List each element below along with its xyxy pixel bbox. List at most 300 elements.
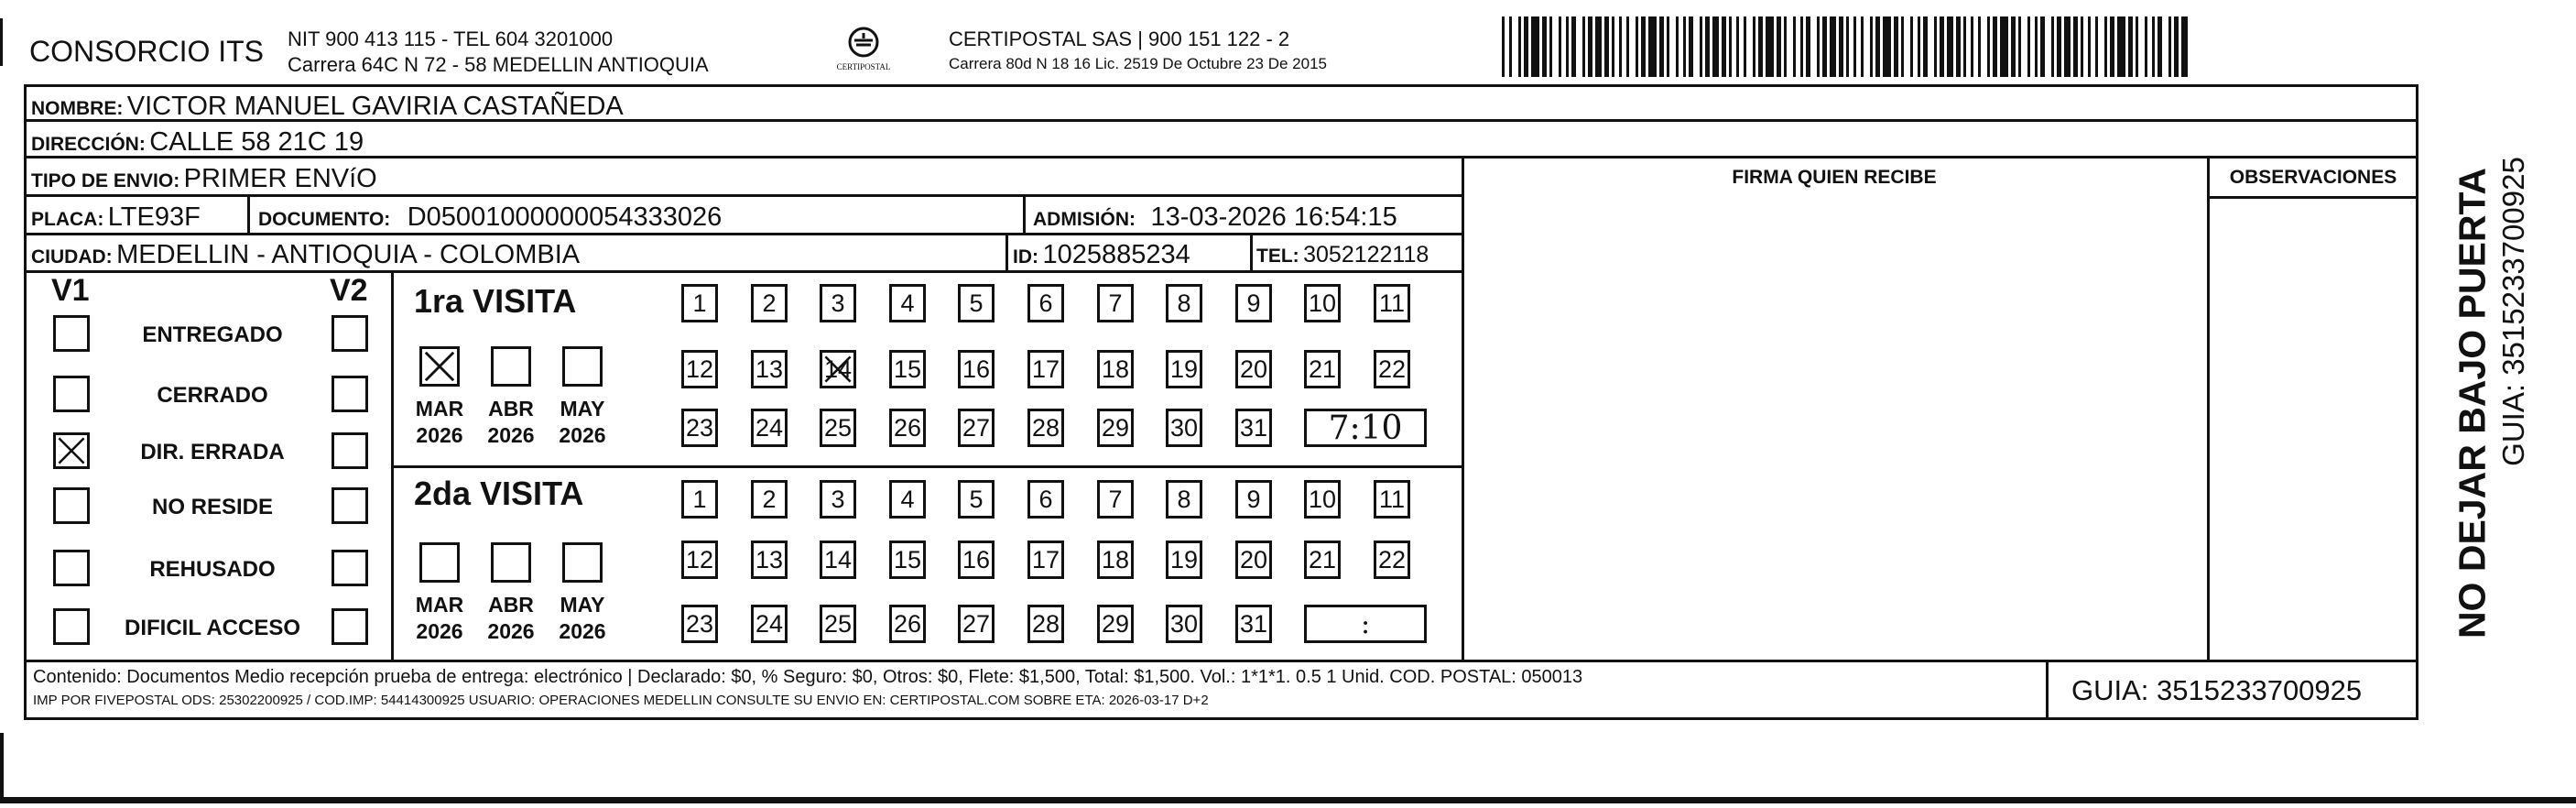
barcode-bar — [1648, 16, 1657, 77]
month-label: ABR — [488, 593, 534, 617]
barcode-bar — [2145, 16, 2147, 77]
recipient-name: VICTOR MANUEL GAVIRIA CASTAÑEDA — [126, 92, 624, 121]
barcode-bar — [1870, 16, 1873, 77]
month-year: 2026 — [416, 619, 463, 643]
day-number: 29 — [1101, 609, 1130, 638]
day-number: 18 — [1101, 545, 1130, 573]
status-label: DIFICIL ACCESO — [124, 616, 300, 640]
barcode-bar — [1626, 16, 1629, 77]
day-box[interactable] — [820, 284, 856, 322]
v2-checkbox[interactable] — [332, 432, 368, 469]
barcode-bar — [1830, 16, 1836, 77]
barcode-bar — [1940, 16, 1944, 77]
month-caption — [478, 396, 544, 449]
v1-header: V1 — [51, 273, 90, 308]
barcode-bar — [1817, 16, 1820, 77]
city: MEDELLIN - ANTIOQUIA - COLOMBIA — [116, 240, 581, 269]
barcode-bar — [1963, 16, 1966, 77]
barcode-bar — [1619, 16, 1622, 77]
divider-guia — [2046, 660, 2049, 720]
day-box[interactable] — [751, 350, 788, 388]
day-box[interactable] — [958, 605, 995, 643]
id-row — [1013, 240, 1190, 270]
barcode-bar — [2104, 16, 2107, 77]
barcode-bar — [1883, 16, 1891, 77]
barcode-bar — [2168, 16, 2171, 77]
day-box[interactable] — [1235, 409, 1272, 447]
v2-header: V2 — [330, 273, 368, 308]
row-line-5 — [24, 270, 1464, 273]
name-row — [31, 92, 624, 122]
barcode-bar — [1524, 16, 1528, 77]
v2-checkbox[interactable] — [332, 608, 368, 645]
day-box[interactable] — [889, 350, 926, 388]
barcode-bar — [1987, 16, 1990, 77]
month-checkbox[interactable] — [419, 542, 460, 583]
row-line-3 — [24, 194, 1464, 197]
day-number: 25 — [823, 413, 853, 442]
name-label: NOMBRE: — [31, 98, 124, 119]
barcode-bar — [1542, 16, 1547, 77]
v1-checkbox[interactable] — [53, 376, 90, 412]
day-box[interactable] — [1235, 284, 1272, 322]
barcode-bar — [1822, 16, 1827, 77]
barcode-bar — [2174, 16, 2179, 77]
barcode-bar — [2110, 16, 2114, 77]
barcode-bar — [1894, 16, 1898, 77]
day-box[interactable] — [820, 409, 856, 447]
day-box[interactable] — [1166, 350, 1202, 388]
month-caption — [407, 592, 473, 645]
barcode-bar — [2181, 16, 2188, 77]
ship-type: PRIMER ENVíO — [183, 164, 377, 193]
day-box[interactable] — [1097, 409, 1134, 447]
day-box[interactable] — [889, 409, 926, 447]
divider-placa — [247, 194, 250, 235]
month-caption — [549, 592, 615, 645]
barcode-bar — [1784, 16, 1787, 77]
day-number: 6 — [1038, 289, 1053, 317]
day-box[interactable] — [1304, 540, 1341, 579]
day-box[interactable] — [1374, 540, 1410, 579]
barcode-bar — [1729, 16, 1732, 77]
day-box[interactable] — [1027, 284, 1064, 322]
row-line-2 — [24, 156, 2418, 158]
month-caption — [478, 592, 544, 645]
day-number: 5 — [969, 485, 984, 513]
day-number: 1 — [692, 289, 707, 317]
day-box[interactable] — [1166, 480, 1202, 519]
day-box[interactable] — [1166, 605, 1202, 643]
day-box[interactable] — [1304, 480, 1341, 519]
day-number: 20 — [1239, 355, 1268, 383]
barcode-bar — [1559, 16, 1561, 77]
day-box[interactable] — [751, 409, 788, 447]
day-number: 7 — [1108, 289, 1123, 317]
day-box[interactable] — [1374, 284, 1410, 322]
day-box[interactable] — [820, 605, 856, 643]
status-label: REHUSADO — [149, 557, 276, 582]
barcode-bar — [1531, 16, 1539, 77]
barcode-bar — [1712, 16, 1719, 77]
day-box[interactable] — [1235, 540, 1272, 579]
day-number: 9 — [1246, 289, 1261, 317]
day-number: 23 — [685, 413, 714, 442]
carrier-license: Carrera 80d N 18 16 Lic. 2519 De Octubre 23 De 2015 — [949, 55, 1327, 72]
day-box[interactable] — [1097, 540, 1134, 579]
day-number: 5 — [969, 289, 984, 317]
barcode-bar — [1612, 16, 1614, 77]
month-label: MAY — [560, 593, 605, 617]
day-number: 27 — [962, 609, 991, 638]
day-number: 11 — [1378, 289, 1406, 317]
day-number: 22 — [1377, 545, 1407, 573]
month-label: MAR — [415, 593, 464, 617]
day-number: 15 — [893, 355, 922, 383]
day-box[interactable] — [681, 284, 718, 322]
day-box[interactable] — [1027, 605, 1064, 643]
v1-checkbox[interactable] — [53, 432, 90, 469]
barcode-bar — [1549, 16, 1552, 77]
observations-area[interactable] — [2211, 200, 2416, 656]
admission-row — [1033, 202, 1397, 233]
time-value: 7:10 — [1328, 409, 1403, 447]
document-number: D05001000000054333026 — [407, 202, 723, 232]
day-number: 4 — [900, 289, 915, 317]
row-line-4 — [24, 233, 1464, 235]
barcode-bar — [1582, 16, 1585, 77]
divider-tel — [1250, 233, 1253, 271]
city-label: CIUDAD: — [31, 246, 113, 268]
day-number: 15 — [893, 545, 922, 573]
month-checkbox[interactable] — [562, 346, 603, 387]
visit1-title: 1ra VISITA — [414, 282, 577, 320]
day-number: 13 — [755, 545, 784, 573]
company-name: CONSORCIO ITS — [29, 35, 265, 68]
certipostal-logo — [830, 24, 897, 79]
barcode-bar — [1766, 16, 1774, 77]
divider-id — [1005, 233, 1008, 271]
content-summary: Contenido: Documentos Medio recepción prueba de entrega: electrónico | Declarado: $0, % Seguro: $0, Otros: $0, Flete: $1,500, Total: $1,500. Vol.: 1*1*1. 0.5 1 Unid. COD. POSTAL: 050013 — [33, 667, 1583, 687]
month-year: 2026 — [416, 423, 463, 447]
day-number: 10 — [1308, 485, 1337, 513]
day-number: 21 — [1308, 355, 1337, 383]
barcode-bar — [1918, 16, 1920, 77]
barcode-bar — [2027, 16, 2030, 77]
day-number: 30 — [1169, 413, 1199, 442]
month-checkbox[interactable] — [491, 542, 531, 583]
day-box[interactable] — [681, 605, 718, 643]
v2-checkbox[interactable] — [332, 550, 368, 586]
day-box[interactable] — [1374, 480, 1410, 519]
divider-admision — [1023, 194, 1026, 235]
day-number: 28 — [1031, 413, 1060, 442]
day-box[interactable] — [958, 480, 995, 519]
day-box[interactable] — [1166, 540, 1202, 579]
barcode-bar — [2073, 16, 2078, 77]
day-box[interactable] — [958, 350, 995, 388]
day-box[interactable] — [958, 540, 995, 579]
day-box[interactable] — [681, 480, 718, 519]
barcode-bar — [2064, 16, 2071, 77]
day-number: 7 — [1108, 485, 1123, 513]
month-label: MAY — [560, 397, 605, 420]
divider-observaciones — [2207, 156, 2210, 661]
barcode-bar — [1758, 16, 1763, 77]
day-box[interactable] — [1027, 480, 1064, 519]
day-number: 28 — [1031, 609, 1060, 638]
barcode-bar — [2136, 16, 2138, 77]
day-number: 2 — [762, 289, 777, 317]
barcode-bar — [1689, 16, 1693, 77]
day-box[interactable] — [958, 409, 995, 447]
time-value: : — [1360, 607, 1371, 640]
day-box[interactable] — [820, 350, 856, 388]
month-caption — [549, 396, 615, 449]
day-box[interactable] — [1027, 540, 1064, 579]
day-box[interactable] — [889, 540, 926, 579]
month-checkbox[interactable] — [419, 346, 460, 387]
month-label: MAR — [415, 397, 464, 420]
day-number: 17 — [1031, 355, 1060, 383]
day-number: 30 — [1169, 609, 1199, 638]
month-checkbox[interactable] — [491, 346, 531, 387]
day-box[interactable] — [681, 409, 718, 447]
barcode — [1502, 16, 2198, 77]
day-number: 2 — [762, 485, 777, 513]
id-number: 1025885234 — [1042, 240, 1190, 269]
ship-type-row — [31, 164, 377, 194]
barcode-bar — [1636, 16, 1638, 77]
day-box[interactable] — [1027, 350, 1064, 388]
status-label: DIR. ERRADA — [140, 440, 285, 464]
time-box[interactable] — [1304, 605, 1427, 643]
no-dejar-bajo-puerta: NO DEJAR BAJO PUERTA — [2451, 167, 2494, 639]
month-checkbox[interactable] — [562, 542, 603, 583]
month-year: 2026 — [559, 423, 606, 447]
barcode-bar — [1853, 16, 1856, 77]
barcode-bar — [2040, 16, 2045, 77]
day-number: 16 — [962, 355, 991, 383]
barcode-bar — [1753, 16, 1755, 77]
document-row — [258, 202, 722, 233]
ship-type-label: TIPO DE ENVIO: — [31, 170, 180, 191]
day-box[interactable] — [751, 284, 788, 322]
day-box[interactable] — [1097, 605, 1134, 643]
print-info: IMP POR FIVEPOSTAL ODS: 25302200925 / COD.IMP: 54414300925 USUARIO: OPERACIONES MEDELLIN CONSULTE SU ENVIO EN: CERTIPOSTAL.COM SOBRE ETA: 2026-03-17 D+2 — [33, 693, 1209, 708]
day-number: 21 — [1308, 545, 1337, 573]
barcode-bar — [1683, 16, 1686, 77]
day-number: 1 — [692, 485, 707, 513]
day-box[interactable] — [889, 284, 926, 322]
barcode-bar — [1571, 16, 1576, 77]
tel-label: TEL: — [1256, 246, 1299, 267]
barcode-bar — [2095, 16, 2098, 77]
barcode-bar — [1806, 16, 1810, 77]
tel-number: 3052122118 — [1303, 242, 1429, 268]
v2-checkbox[interactable] — [332, 315, 368, 352]
day-box[interactable] — [889, 480, 926, 519]
left-edge-line — [0, 18, 3, 66]
day-box[interactable] — [1374, 350, 1410, 388]
day-number: 4 — [900, 485, 915, 513]
day-number: 31 — [1239, 413, 1268, 442]
day-number: 8 — [1177, 289, 1191, 317]
barcode-bar — [1744, 16, 1746, 77]
day-number: 18 — [1101, 355, 1130, 383]
barcode-bar — [1923, 16, 1928, 77]
v1-checkbox[interactable] — [53, 608, 90, 645]
v1-checkbox[interactable] — [53, 487, 90, 524]
day-number: 6 — [1038, 485, 1053, 513]
barcode-bar — [1700, 16, 1702, 77]
day-number: 26 — [893, 413, 922, 442]
day-number: 26 — [893, 609, 922, 638]
barcode-bar — [1861, 16, 1864, 77]
tel-row — [1256, 242, 1429, 268]
day-box[interactable] — [1235, 480, 1272, 519]
barcode-bar — [1736, 16, 1739, 77]
v2-checkbox[interactable] — [332, 376, 368, 412]
day-number: 22 — [1377, 355, 1407, 383]
day-number: 20 — [1239, 545, 1268, 573]
v1-checkbox[interactable] — [53, 315, 90, 352]
barcode-bar — [1934, 16, 1937, 77]
signature-label: FIRMA QUIEN RECIBE — [1732, 167, 1937, 188]
divider-signature — [1462, 156, 1464, 661]
city-row — [31, 240, 580, 270]
month-label: ABR — [488, 397, 534, 420]
barcode-bar — [1846, 16, 1849, 77]
day-box[interactable] — [1235, 605, 1272, 643]
day-number: 24 — [755, 413, 784, 442]
barcode-bar — [1676, 16, 1679, 77]
day-box[interactable] — [1166, 284, 1202, 322]
id-label: ID: — [1013, 246, 1038, 268]
day-box[interactable] — [820, 480, 856, 519]
barcode-bar — [1793, 16, 1796, 77]
v1-checkbox[interactable] — [53, 550, 90, 586]
barcode-bar — [1604, 16, 1609, 77]
barcode-bar — [1502, 16, 1505, 77]
barcode-bar — [1566, 16, 1569, 77]
barcode-bar — [2088, 16, 2091, 77]
day-box[interactable] — [1304, 284, 1341, 322]
day-box[interactable] — [1097, 480, 1134, 519]
signature-area[interactable] — [1465, 198, 2203, 656]
day-number: 29 — [1101, 413, 1130, 442]
barcode-bar — [1993, 16, 1997, 77]
barcode-bar — [2011, 16, 2016, 77]
day-number: 10 — [1308, 289, 1337, 317]
barcode-bar — [1641, 16, 1646, 77]
time-box[interactable] — [1304, 409, 1427, 447]
barcode-bar — [1705, 16, 1710, 77]
barcode-bar — [1971, 16, 1973, 77]
barcode-bar — [2051, 16, 2054, 77]
company-address: Carrera 64C N 72 - 58 MEDELLIN ANTIOQUIA — [288, 53, 709, 76]
barcode-bar — [1947, 16, 1953, 77]
day-number: 19 — [1169, 355, 1199, 383]
barcode-bar — [1978, 16, 1981, 77]
day-box[interactable] — [681, 350, 718, 388]
company-nit: NIT 900 413 115 - TEL 604 3201000 — [288, 27, 614, 50]
day-box[interactable] — [1235, 350, 1272, 388]
barcode-bar — [1910, 16, 1913, 77]
carrier-name: CERTIPOSTAL SAS | 900 151 122 - 2 — [949, 27, 1290, 50]
day-box[interactable] — [958, 284, 995, 322]
barcode-bar — [1588, 16, 1592, 77]
day-number: 9 — [1246, 485, 1261, 513]
day-number: 31 — [1239, 609, 1268, 638]
bottom-left-border — [0, 733, 4, 803]
barcode-bar — [1839, 16, 1843, 77]
day-number: 8 — [1177, 485, 1191, 513]
day-number: 14 — [823, 355, 853, 383]
v2-checkbox[interactable] — [332, 487, 368, 524]
day-number: 24 — [755, 609, 784, 638]
day-box[interactable] — [820, 540, 856, 579]
day-number: 12 — [685, 545, 714, 573]
visit2-title: 2da VISITA — [414, 475, 584, 512]
bottom-border — [0, 797, 2576, 803]
day-number: 17 — [1031, 545, 1060, 573]
day-number: 23 — [685, 609, 714, 638]
barcode-bar — [2158, 16, 2162, 77]
plate-label: PLACA: — [31, 209, 104, 230]
observations-underline — [2207, 196, 2418, 199]
barcode-bar — [2057, 16, 2061, 77]
barcode-bar — [1901, 16, 1904, 77]
barcode-bar — [1509, 16, 1512, 77]
month-year: 2026 — [487, 619, 535, 643]
document-label: DOCUMENTO: — [258, 209, 391, 230]
day-number: 3 — [831, 289, 845, 317]
barcode-bar — [1777, 16, 1781, 77]
admission-date: 13-03-2026 16:54:15 — [1150, 202, 1397, 232]
barcode-bar — [1659, 16, 1664, 77]
day-box[interactable] — [1097, 284, 1134, 322]
barcode-bar — [1518, 16, 1521, 77]
day-box[interactable] — [889, 605, 926, 643]
day-box[interactable] — [751, 540, 788, 579]
barcode-bar — [1667, 16, 1669, 77]
footer-line — [24, 660, 2418, 662]
svg-text:CERTIPOSTAL: CERTIPOSTAL — [836, 62, 891, 71]
status-label: NO RESIDE — [151, 495, 274, 519]
barcode-bar — [2018, 16, 2021, 77]
day-number: 13 — [755, 355, 784, 383]
day-box[interactable] — [1027, 409, 1064, 447]
day-box[interactable] — [751, 480, 788, 519]
barcode-bar — [2000, 16, 2008, 77]
guia-number: GUIA: 3515233700925 — [2071, 674, 2363, 706]
admission-label: ADMISIÓN: — [1033, 209, 1136, 230]
day-number: 27 — [962, 413, 991, 442]
barcode-bar — [1722, 16, 1726, 77]
address-row — [31, 127, 364, 158]
day-number: 11 — [1378, 485, 1406, 513]
day-box[interactable] — [751, 605, 788, 643]
day-box[interactable] — [1097, 350, 1134, 388]
barcode-bar — [1875, 16, 1880, 77]
day-box[interactable] — [681, 540, 718, 579]
day-box[interactable] — [1166, 409, 1202, 447]
day-box[interactable] — [1304, 350, 1341, 388]
divider-visits — [391, 465, 1464, 468]
day-number: 3 — [831, 485, 845, 513]
barcode-bar — [1595, 16, 1602, 77]
